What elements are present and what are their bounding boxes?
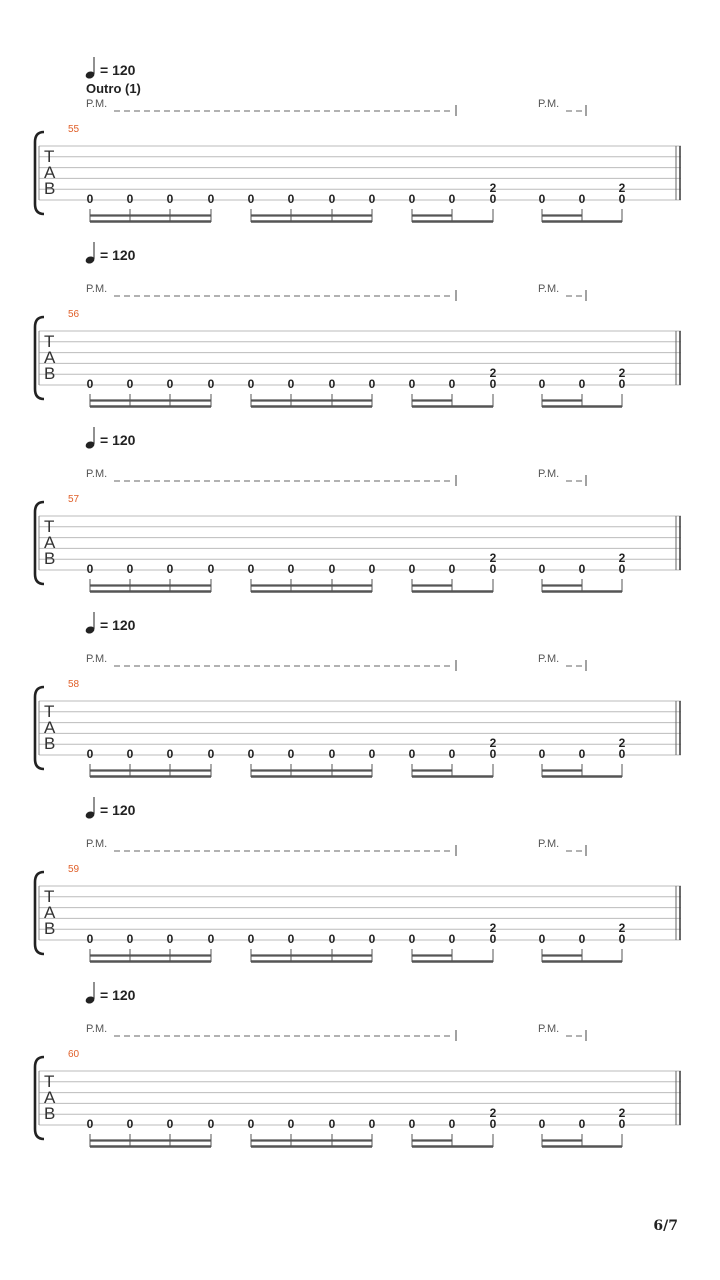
fret-number: 0 bbox=[618, 932, 626, 946]
fret-number: 0 bbox=[166, 932, 174, 946]
fret-number: 2 bbox=[489, 921, 497, 935]
fret-number: 2 bbox=[618, 181, 626, 195]
fret-number: 0 bbox=[247, 562, 255, 576]
fret-number: 0 bbox=[166, 377, 174, 391]
fret-number: 0 bbox=[448, 747, 456, 761]
fret-number: 0 bbox=[538, 747, 546, 761]
tab-clef-letter: B bbox=[44, 919, 56, 938]
fret-number: 0 bbox=[126, 562, 134, 576]
fret-number: 0 bbox=[448, 377, 456, 391]
fret-number: 0 bbox=[448, 932, 456, 946]
fret-number: 0 bbox=[408, 1117, 416, 1131]
fret-number: 2 bbox=[618, 736, 626, 750]
tab-clef-letter: A bbox=[44, 533, 56, 552]
fret-number: 0 bbox=[448, 1117, 456, 1131]
fret-number: 0 bbox=[207, 192, 215, 206]
fret-number: 0 bbox=[126, 377, 134, 391]
fret-number: 0 bbox=[247, 747, 255, 761]
fret-number: 0 bbox=[489, 377, 497, 391]
tempo-marking: = 120 bbox=[100, 617, 136, 633]
fret-number: 0 bbox=[408, 192, 416, 206]
fret-number: 2 bbox=[489, 366, 497, 380]
tab-clef-letter: A bbox=[44, 903, 56, 922]
fret-number: 0 bbox=[247, 932, 255, 946]
tab-clef-letter: B bbox=[44, 179, 56, 198]
fret-number: 0 bbox=[368, 932, 376, 946]
fret-number: 0 bbox=[489, 932, 497, 946]
tab-clef-letter: B bbox=[44, 549, 56, 568]
tab-clef-letter: A bbox=[44, 348, 56, 367]
fret-number: 0 bbox=[166, 747, 174, 761]
fret-number: 0 bbox=[448, 562, 456, 576]
fret-number: 0 bbox=[578, 747, 586, 761]
palm-mute-label: P.M. bbox=[538, 468, 560, 480]
fret-number: 0 bbox=[618, 377, 626, 391]
fret-number: 0 bbox=[578, 377, 586, 391]
fret-number: 2 bbox=[489, 181, 497, 195]
tab-clef-letter: T bbox=[44, 332, 55, 351]
tempo-marking: = 120 bbox=[100, 987, 136, 1003]
fret-number: 0 bbox=[408, 562, 416, 576]
fret-number: 0 bbox=[287, 932, 295, 946]
fret-number: 2 bbox=[489, 736, 497, 750]
fret-number: 2 bbox=[618, 366, 626, 380]
fret-number: 0 bbox=[328, 932, 336, 946]
fret-number: 0 bbox=[368, 192, 376, 206]
fret-number: 0 bbox=[328, 747, 336, 761]
tab-clef-letter: T bbox=[44, 702, 55, 721]
fret-number: 2 bbox=[489, 1106, 497, 1120]
measure-number: 59 bbox=[68, 864, 80, 875]
fret-number: 0 bbox=[578, 562, 586, 576]
fret-number: 2 bbox=[489, 551, 497, 565]
fret-number: 0 bbox=[287, 747, 295, 761]
fret-number: 0 bbox=[538, 1117, 546, 1131]
measure-number: 55 bbox=[68, 124, 80, 135]
fret-number: 0 bbox=[489, 192, 497, 206]
fret-number: 0 bbox=[618, 192, 626, 206]
measure-number: 57 bbox=[68, 494, 80, 505]
tab-clef-letter: B bbox=[44, 734, 56, 753]
palm-mute-label: P.M. bbox=[538, 1023, 560, 1035]
fret-number: 0 bbox=[207, 377, 215, 391]
fret-number: 0 bbox=[247, 1117, 255, 1131]
fret-number: 0 bbox=[207, 747, 215, 761]
fret-number: 0 bbox=[86, 192, 94, 206]
palm-mute-label: P.M. bbox=[86, 1023, 108, 1035]
fret-number: 0 bbox=[207, 1117, 215, 1131]
fret-number: 0 bbox=[86, 377, 94, 391]
fret-number: 0 bbox=[578, 1117, 586, 1131]
tempo-marking: = 120 bbox=[100, 432, 136, 448]
fret-number: 0 bbox=[287, 562, 295, 576]
fret-number: 0 bbox=[247, 377, 255, 391]
fret-number: 0 bbox=[538, 562, 546, 576]
fret-number: 0 bbox=[578, 192, 586, 206]
fret-number: 0 bbox=[578, 932, 586, 946]
fret-number: 0 bbox=[328, 1117, 336, 1131]
tab-clef-letter: A bbox=[44, 1088, 56, 1107]
palm-mute-label: P.M. bbox=[86, 838, 108, 850]
fret-number: 0 bbox=[448, 192, 456, 206]
tab-clef-letter: T bbox=[44, 517, 55, 536]
fret-number: 0 bbox=[166, 562, 174, 576]
fret-number: 0 bbox=[287, 377, 295, 391]
fret-number: 0 bbox=[368, 377, 376, 391]
fret-number: 0 bbox=[247, 192, 255, 206]
fret-number: 0 bbox=[328, 562, 336, 576]
palm-mute-label: P.M. bbox=[538, 838, 560, 850]
fret-number: 0 bbox=[408, 747, 416, 761]
fret-number: 0 bbox=[166, 192, 174, 206]
fret-number: 0 bbox=[86, 932, 94, 946]
tab-clef-letter: A bbox=[44, 718, 56, 737]
measure-number: 60 bbox=[68, 1049, 80, 1060]
fret-number: 2 bbox=[618, 921, 626, 935]
fret-number: 0 bbox=[618, 747, 626, 761]
fret-number: 0 bbox=[489, 1117, 497, 1131]
measure-number: 56 bbox=[68, 309, 80, 320]
palm-mute-label: P.M. bbox=[86, 653, 108, 665]
fret-number: 0 bbox=[207, 932, 215, 946]
palm-mute-label: P.M. bbox=[538, 98, 560, 110]
fret-number: 0 bbox=[408, 932, 416, 946]
fret-number: 0 bbox=[166, 1117, 174, 1131]
palm-mute-label: P.M. bbox=[538, 283, 560, 295]
fret-number: 0 bbox=[328, 377, 336, 391]
palm-mute-label: P.M. bbox=[86, 283, 108, 295]
tempo-marking: = 120 bbox=[100, 62, 136, 78]
fret-number: 0 bbox=[489, 747, 497, 761]
fret-number: 0 bbox=[86, 747, 94, 761]
palm-mute-label: P.M. bbox=[86, 468, 108, 480]
fret-number: 0 bbox=[86, 562, 94, 576]
section-label: Outro (1) bbox=[86, 81, 141, 96]
fret-number: 0 bbox=[618, 1117, 626, 1131]
tab-clef-letter: T bbox=[44, 147, 55, 166]
palm-mute-label: P.M. bbox=[538, 653, 560, 665]
palm-mute-label: P.M. bbox=[86, 98, 108, 110]
fret-number: 0 bbox=[287, 1117, 295, 1131]
tab-clef-letter: B bbox=[44, 1104, 56, 1123]
fret-number: 2 bbox=[618, 1106, 626, 1120]
fret-number: 0 bbox=[538, 192, 546, 206]
fret-number: 0 bbox=[368, 747, 376, 761]
tab-clef-letter: A bbox=[44, 163, 56, 182]
fret-number: 0 bbox=[126, 1117, 134, 1131]
measure-number: 58 bbox=[68, 679, 80, 690]
fret-number: 0 bbox=[538, 377, 546, 391]
tab-clef-letter: T bbox=[44, 887, 55, 906]
fret-number: 0 bbox=[538, 932, 546, 946]
fret-number: 0 bbox=[328, 192, 336, 206]
tab-clef-letter: B bbox=[44, 364, 56, 383]
fret-number: 0 bbox=[287, 192, 295, 206]
fret-number: 0 bbox=[368, 1117, 376, 1131]
fret-number: 0 bbox=[618, 562, 626, 576]
fret-number: 0 bbox=[126, 192, 134, 206]
fret-number: 0 bbox=[368, 562, 376, 576]
fret-number: 0 bbox=[126, 932, 134, 946]
fret-number: 0 bbox=[86, 1117, 94, 1131]
fret-number: 0 bbox=[408, 377, 416, 391]
tab-clef-letter: T bbox=[44, 1072, 55, 1091]
fret-number: 2 bbox=[618, 551, 626, 565]
fret-number: 0 bbox=[207, 562, 215, 576]
tempo-marking: = 120 bbox=[100, 247, 136, 263]
tempo-marking: = 120 bbox=[100, 802, 136, 818]
page-number: 6/7 bbox=[653, 1218, 678, 1234]
fret-number: 0 bbox=[126, 747, 134, 761]
fret-number: 0 bbox=[489, 562, 497, 576]
